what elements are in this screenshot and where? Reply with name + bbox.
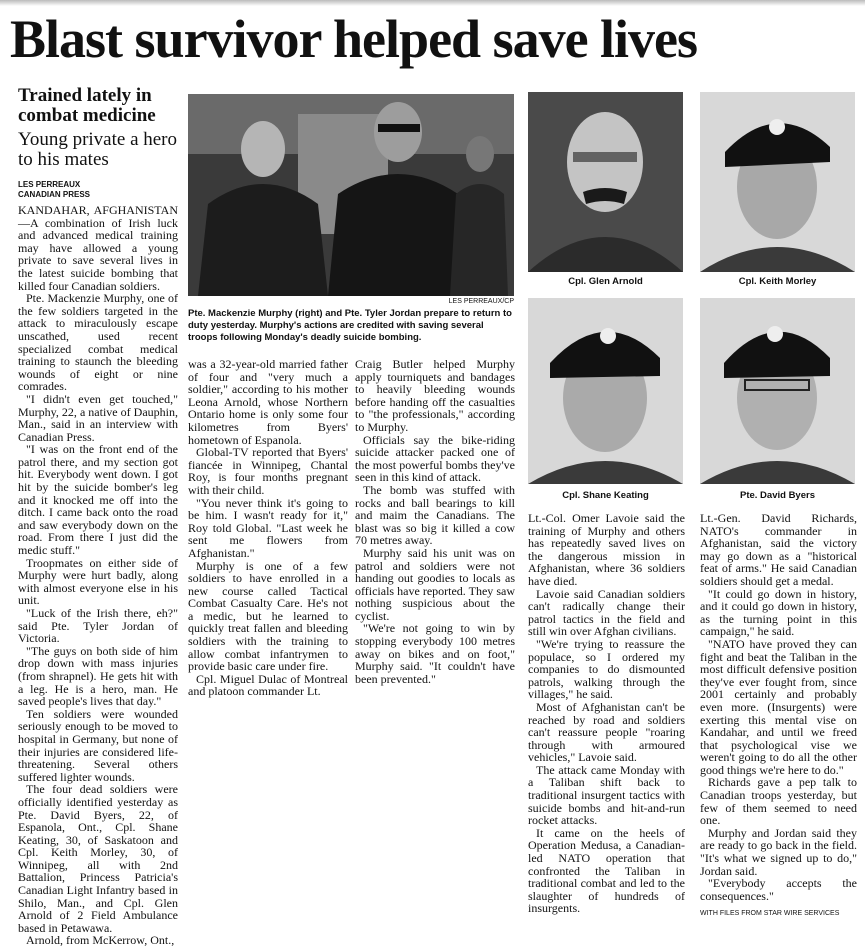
paragraph: Lt.-Col. Omer Lavoie said the training of Murphy and others has repeatedly saved lives on the dangerous mission in Afghanistan, where 36 soldiers have died. bbox=[528, 511, 685, 588]
paragraph: KANDAHAR, AFGHANISTAN—A combination of Irish luck and advanced medical training may have allowed a young private to save several lives in the latest suicide bombing that killed four Canadian soldiers. bbox=[18, 203, 178, 293]
paragraph: Lavoie said Canadian soldiers can't radically change their patrol tactics in the field and still win over Afghan civilians. bbox=[528, 586, 685, 639]
portrait-illustration bbox=[528, 298, 683, 484]
portrait-keith-morley bbox=[700, 92, 855, 272]
soldiers-photo-illustration bbox=[188, 94, 514, 296]
photo-credit: LES PERREAUX/CP bbox=[448, 298, 514, 305]
paragraph: Murphy and Jordan said they are ready to go back in the field. "It's what we signed up to do," Jordan said. bbox=[700, 825, 857, 878]
paragraph: Troopmates on either side of Murphy were hurt badly, along with almost everyone else in his unit. bbox=[18, 555, 178, 608]
deck-primary: Trained lately in combat medicine bbox=[18, 85, 156, 126]
paragraph: "It could go down in history, and it could go down in history, as the turning point in this campaign," he said. bbox=[700, 586, 857, 639]
paragraph: "We're not going to win by stopping everybody 100 metres away on bikes and on foot," Murphy said. "It couldn't have been prevented." bbox=[355, 621, 515, 686]
paragraph: "NATO have proved they can fight and beat the Taliban in the most difficult defensive position they've ever fought from, since 2001 certainly and probably even more. (Insurgents) were exerting this mental vise on Kandahar, and until we freed that psychological vise we weren't going to do all the other good things we're here to do." bbox=[700, 636, 857, 777]
paragraph: "You never think it's going to be him. I wasn't ready for it," Roy told Global. "Last week he sent me flowers from Afghanistan." bbox=[188, 495, 348, 560]
paragraph: Lt.-Gen. David Richards, NATO's commander in Afghanistan, said the victory may go down as a "historical feat of arms." He said Canadian soldiers should get a medal. bbox=[700, 511, 857, 588]
paragraph: The bomb was stuffed with rocks and ball bearings to kill and maim the Canadians. The blast was so big it killed a cow 70 metres away. bbox=[355, 482, 515, 548]
portrait-name: Cpl. Keith Morley bbox=[738, 276, 817, 287]
paragraph: Murphy is one of a few soldiers to have enrolled in a new course called Tactical Combat Casualty Care. He's not a medic, but he learned to quickly treat fallen and bleeding soldiers with the training to allow combat infantrymen to provide basic care under fire. bbox=[188, 558, 348, 674]
article-column-1 bbox=[18, 204, 178, 947]
paragraph: Global-TV reported that Byers' fiancée in Winnipeg, Chantal Roy, is four months pregnant with their child. bbox=[188, 445, 348, 497]
portrait-david-byers bbox=[700, 298, 855, 484]
paragraph: The four dead soldiers were officially identified yesterday as Pte. David Byers, 22, of Espanola, Ont., Cpl. Shane Keating, 30, of Saskatoon and Cpl. Keith Morley, 30, of Winnipeg, all with 2nd Battalion, Princess Patricia's Canadian Light Infantry based in Shilo, Man., and Cpl. Glen Arnold of 2 Field Ambulance based in Petawawa. bbox=[18, 782, 178, 935]
portrait-name: Pte. David Byers bbox=[740, 490, 815, 501]
paragraph: Pte. Mackenzie Murphy, one of the few soldiers targeted in the attack to miraculously escape unscathed, used recent specialized combat medical training to staunch the bleeding wounds of eight or nine comrades. bbox=[18, 291, 178, 394]
paragraph: Officials say the bike-riding suicide attacker packed one of the most powerful bombs they've seen in this kind of attack. bbox=[355, 432, 515, 485]
paragraph: "Luck of the Irish there, eh?" said Pte. Tyler Jordan of Victoria. bbox=[18, 606, 178, 646]
paragraph: Murphy said his unit was on patrol and soldiers were not handing out goodies to locals as officials have reported. They saw nothing suspicious about the cyclist. bbox=[355, 545, 515, 623]
top-clipped-strip bbox=[0, 0, 865, 6]
article-column-3 bbox=[355, 358, 515, 685]
headline: Blast survivor helped save lives bbox=[10, 9, 698, 69]
paragraph: "I was on the front end of the patrol there, and my section got hit. Everybody went down. I got hit by the suicide bomber's leg and it knocked me off into the ditch. I came back onto the road and saw everybody down on the road. From there I just did the medic stuff." bbox=[18, 442, 178, 558]
byline-agency: CANADIAN PRESS bbox=[18, 190, 91, 199]
deck-secondary: Young private a hero to his mates bbox=[18, 129, 178, 170]
portrait-name: Cpl. Glen Arnold bbox=[568, 276, 643, 287]
article-column-4 bbox=[528, 512, 685, 915]
wire-credit: WITH FILES FROM STAR WIRE SERVICES bbox=[700, 910, 840, 918]
portrait-illustration bbox=[700, 298, 855, 484]
paragraph: Arnold, from McKerrow, Ont., bbox=[26, 933, 175, 947]
paragraph: Richards gave a pep talk to Canadian troops yesterday, but few of them seemed to need one. bbox=[700, 775, 857, 828]
paragraph: The attack came Monday with a Taliban shift back to traditional insurgent tactics with suicide bombs and hit-and-run rocket attacks. bbox=[528, 762, 685, 828]
paragraph: "Everybody accepts the consequences." bbox=[700, 876, 857, 903]
paragraph: Cpl. Miguel Dulac of Montreal and platoon commander Lt. bbox=[188, 671, 348, 699]
byline-author: LES PERREAUX bbox=[18, 180, 81, 189]
paragraph: It came on the heels of Operation Medusa, a Canadian-led NATO operation that confronted the Taliban in traditional combat and led to the slaughter of hundreds of insurgents. bbox=[528, 825, 685, 916]
paragraph: Ten soldiers were wounded seriously enough to be moved to hospital in Germany, but none of their injuries are considered life-threatening. Several others suffered lighter wounds. bbox=[18, 706, 178, 784]
portrait-illustration bbox=[700, 92, 855, 272]
paragraph: Craig Butler helped Murphy apply tourniquets and bandages to heavily bleeding wounds before handing off the casualties to "the professionals," according to Murphy. bbox=[355, 357, 515, 434]
paragraph: Most of Afghanistan can't be reached by road and soldiers can't reassure people "roaring through with armoured vehicles," Lavoie said. bbox=[528, 699, 685, 765]
photo-caption: Pte. Mackenzie Murphy (right) and Pte. Tyler Jordan prepare to return to duty yesterday. Murphy's actions are credited with saving several troops following Monday's deadly suicide bombing. bbox=[188, 308, 512, 343]
article-column-5 bbox=[700, 512, 857, 921]
paragraph: "We're trying to reassure the populace, so I ordered my companies to do dismounted patrols, walking through the villages," he said. bbox=[528, 636, 685, 702]
paragraph: was a 32-year-old married father of four and "very much a soldier," according to his mother Leona Arnold, whose Northern Ontario home is only some four kilometres from Byers' hometown of Espanola. bbox=[188, 357, 348, 447]
paragraph: "The guys on both side of him drop down with mass injuries (from shrapnel). He gets hit with a leg. He is a hero, man. He saved people's lives that day." bbox=[18, 643, 178, 709]
main-photo bbox=[188, 94, 514, 296]
article-column-2 bbox=[188, 358, 348, 698]
byline bbox=[18, 180, 188, 200]
portrait-name: Cpl. Shane Keating bbox=[562, 490, 649, 501]
paragraph: "I didn't even get touched," Murphy, 22, a native of Dauphin, Man., said in an interview with Canadian Press. bbox=[18, 391, 178, 444]
portrait-illustration bbox=[528, 92, 683, 272]
portrait-glen-arnold bbox=[528, 92, 683, 272]
portrait-shane-keating bbox=[528, 298, 683, 484]
